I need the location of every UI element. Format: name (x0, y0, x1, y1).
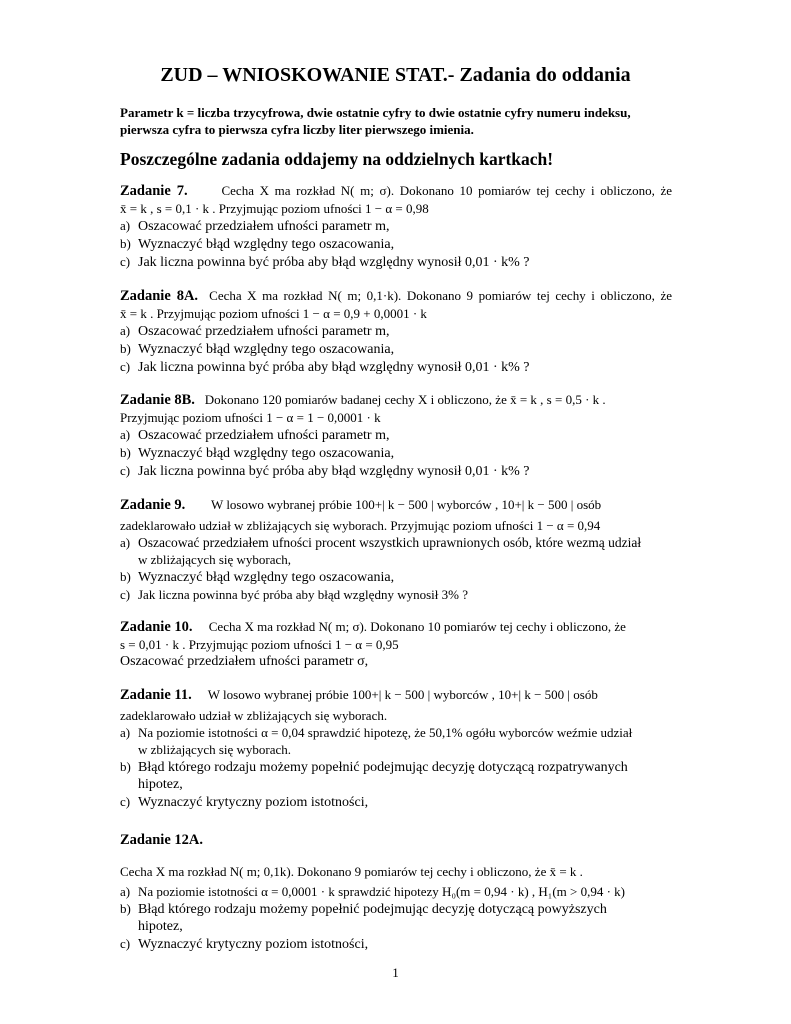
task-7-heading: Zadanie 7. (120, 183, 188, 199)
task-12a-item-a (120, 883, 672, 900)
task-11 (120, 686, 672, 811)
task-9-heading: Zadanie 9. (120, 497, 186, 513)
parameter-note (120, 104, 680, 138)
task-8b-line-2: Przyjmując poziom ufności 1 − α = 1 − 0,0001 · k (120, 410, 381, 425)
task-7-text-1: Cecha X ma rozkład N( m; σ). Dokonano 10 pomiarów tej cechy i obliczono, że (221, 183, 672, 198)
task-7-item-a-text: Oszacować przedziałem ufności parametr m, (138, 219, 390, 234)
task-9-item-b-text: Wyznaczyć błąd względny tego oszacowania, (138, 570, 395, 585)
task-8a-item-a-text: Oszacować przedziałem ufności parametr m, (138, 324, 390, 339)
task-8b-heading: Zadanie 8B. (120, 392, 195, 408)
task-11-item-c (120, 793, 672, 811)
task-9-item-c (120, 586, 672, 603)
task-10-text-1: Cecha X ma rozkład N( m; σ). Dokonano 10 pomiarów tej cechy i obliczono, że (208, 619, 626, 634)
task-11-item-c-text: Wyznaczyć krytyczny poziom istotności, (138, 795, 369, 810)
task-8b-line-1 (120, 391, 672, 409)
task-8a-item-c-text: Jak liczna powinna być próba aby błąd względny wynosił 0,01 · k% ? (138, 360, 530, 375)
task-9-line-1 (120, 496, 672, 514)
item-label: a) (120, 218, 131, 233)
task-12a-item-c-text: Wyznaczyć krytyczny poziom istotności, (138, 937, 369, 952)
separate-sheets-note: Poszczególne zadania oddajemy na oddzielnych kartkach! (120, 149, 554, 169)
item-label: c) (120, 587, 131, 602)
task-11-text-1: W losowo wybranej próbie 100+| k − 500 | wyborców , 10+| k − 500 | osób (207, 687, 598, 702)
task-12a (120, 832, 672, 953)
parameter-line-2: pierwsza cyfra to pierwsza cyfra liczby liter pierwszego imienia. (120, 122, 474, 137)
item-label: c) (120, 794, 131, 809)
item-label: c) (120, 463, 131, 478)
item-label: a) (120, 535, 131, 550)
task-12a-item-a-text: Na poziomie istotności α = 0,0001 · k sprawdzić hipotezy H₀(m = 0,94 · k) , H₁(m > 0,94 · k) (138, 884, 626, 899)
task-9-item-a-text: Oszacować przedziałem ufności procent wszystkich uprawnionych osób, które wezmą udział (138, 535, 642, 550)
item-label: b) (120, 341, 131, 356)
task-9 (120, 496, 672, 603)
task-9-line-2: zadeklarowało udział w zbliżających się wyborach. Przyjmując poziom ufności 1 − α = 0,94 (120, 518, 601, 533)
task-11-line-2: zadeklarowało udział w zbliżających się wyborach. (120, 708, 388, 723)
page-title: ZUD – WNIOSKOWANIE STAT.- Zadania do oddania (160, 64, 631, 86)
task-10-heading: Zadanie 10. (120, 619, 193, 635)
item-label: a) (120, 427, 131, 442)
task-8a-heading: Zadanie 8A. (120, 288, 199, 304)
item-label: b) (120, 759, 131, 774)
task-11-item-a-text: Na poziomie istotności α = 0,04 sprawdzić hipotezę, że 50,1% ogółu wyborców weźmie udział (138, 725, 633, 740)
task-9-item-b (120, 568, 672, 586)
task-8a-item-a (120, 322, 672, 340)
task-9-item-a-cont: w zbliżających się wyborach, (138, 552, 292, 567)
item-label: c) (120, 936, 131, 951)
task-7-item-a (120, 217, 672, 235)
task-10 (120, 618, 672, 670)
task-9-item-a (120, 534, 672, 551)
task-12a-heading: Zadanie 12A. (120, 832, 203, 848)
item-label: c) (120, 359, 131, 374)
task-12a-line-1: Cecha X ma rozkład N( m; 0,1k). Dokonano 9 pomiarów tej cechy i obliczono, że x̄ = k . (120, 864, 583, 879)
parameter-line-1: Parametr k = liczba trzycyfrowa, dwie ostatnie cyfry to dwie ostatnie cyfry numeru indeksu, (120, 105, 631, 120)
task-8a-line-2: x̄ = k . Przyjmując poziom ufności 1 − α = 0,9 + 0,0001 · k (120, 306, 427, 321)
task-8b-item-c (120, 462, 672, 480)
task-12a-item-b-text: Błąd którego rodzaju możemy popełnić podejmując decyzję dotyczącą powyższych (138, 902, 607, 917)
task-8a (120, 287, 672, 376)
task-10-line-3: Oszacować przedziałem ufności parametr σ, (120, 654, 369, 669)
task-7-item-b-text: Wyznaczyć błąd względny tego oszacowania, (138, 237, 395, 252)
task-8b-item-a (120, 426, 672, 444)
item-label: b) (120, 569, 131, 584)
item-label: c) (120, 254, 131, 269)
task-8a-item-b (120, 340, 672, 358)
task-11-item-a-cont: w zbliżających się wyborach. (138, 742, 292, 757)
task-11-item-b-cont: hipotez, (138, 777, 183, 792)
task-7-line-1 (120, 182, 672, 200)
task-8b-text-1: Dokonano 120 pomiarów badanej cechy X i obliczono, że x̄ = k , s = 0,5 · k . (204, 392, 606, 407)
item-label: b) (120, 901, 131, 916)
task-8b-item-b-text: Wyznaczyć błąd względny tego oszacowania, (138, 446, 395, 461)
task-7-item-c-text: Jak liczna powinna być próba aby błąd względny wynosił 0,01 · k% ? (138, 255, 530, 270)
task-11-heading: Zadanie 11. (120, 687, 192, 703)
task-10-line-2: s = 0,01 · k . Przyjmując poziom ufności 1 − α = 0,95 (120, 637, 399, 652)
task-9-text-1: W losowo wybranej próbie 100+| k − 500 | wyborców , 10+| k − 500 | osób (211, 497, 602, 512)
item-label: b) (120, 236, 131, 251)
item-label: a) (120, 323, 131, 338)
task-8b-item-a-text: Oszacować przedziałem ufności parametr m, (138, 428, 390, 443)
task-8a-item-b-text: Wyznaczyć błąd względny tego oszacowania, (138, 342, 395, 357)
task-7-item-c (120, 253, 672, 271)
task-12a-item-b-cont: hipotez, (138, 919, 183, 934)
task-10-line-1 (120, 618, 672, 636)
task-8a-line-1 (120, 287, 672, 305)
task-12a-item-b (120, 900, 672, 918)
task-11-item-b (120, 758, 672, 776)
task-12a-item-c (120, 935, 672, 953)
task-8a-text-1: Cecha X ma rozkład N( m; 0,1·k). Dokonano 9 pomiarów tej cechy i obliczono, że (209, 288, 673, 303)
task-11-item-b-text: Błąd którego rodzaju możemy popełnić podejmując decyzję dotyczącą rozpatrywanych (138, 760, 628, 775)
page-number: 1 (392, 965, 399, 980)
item-label: a) (120, 884, 131, 899)
item-label: a) (120, 725, 131, 740)
task-7 (120, 182, 672, 271)
task-8b-item-b (120, 444, 672, 462)
task-8b-item-c-text: Jak liczna powinna być próba aby błąd względny wynosił 0,01 · k% ? (138, 464, 530, 479)
task-11-line-1 (120, 686, 672, 704)
task-8b (120, 391, 672, 480)
task-8a-item-c (120, 358, 672, 376)
task-9-item-c-text: Jak liczna powinna być próba aby błąd względny wynosił 3% ? (138, 587, 468, 602)
task-7-item-b (120, 235, 672, 253)
item-label: b) (120, 445, 131, 460)
task-11-item-a (120, 724, 672, 741)
task-7-line-2: x̄ = k , s = 0,1 · k . Przyjmując poziom ufności 1 − α = 0,98 (120, 201, 429, 216)
